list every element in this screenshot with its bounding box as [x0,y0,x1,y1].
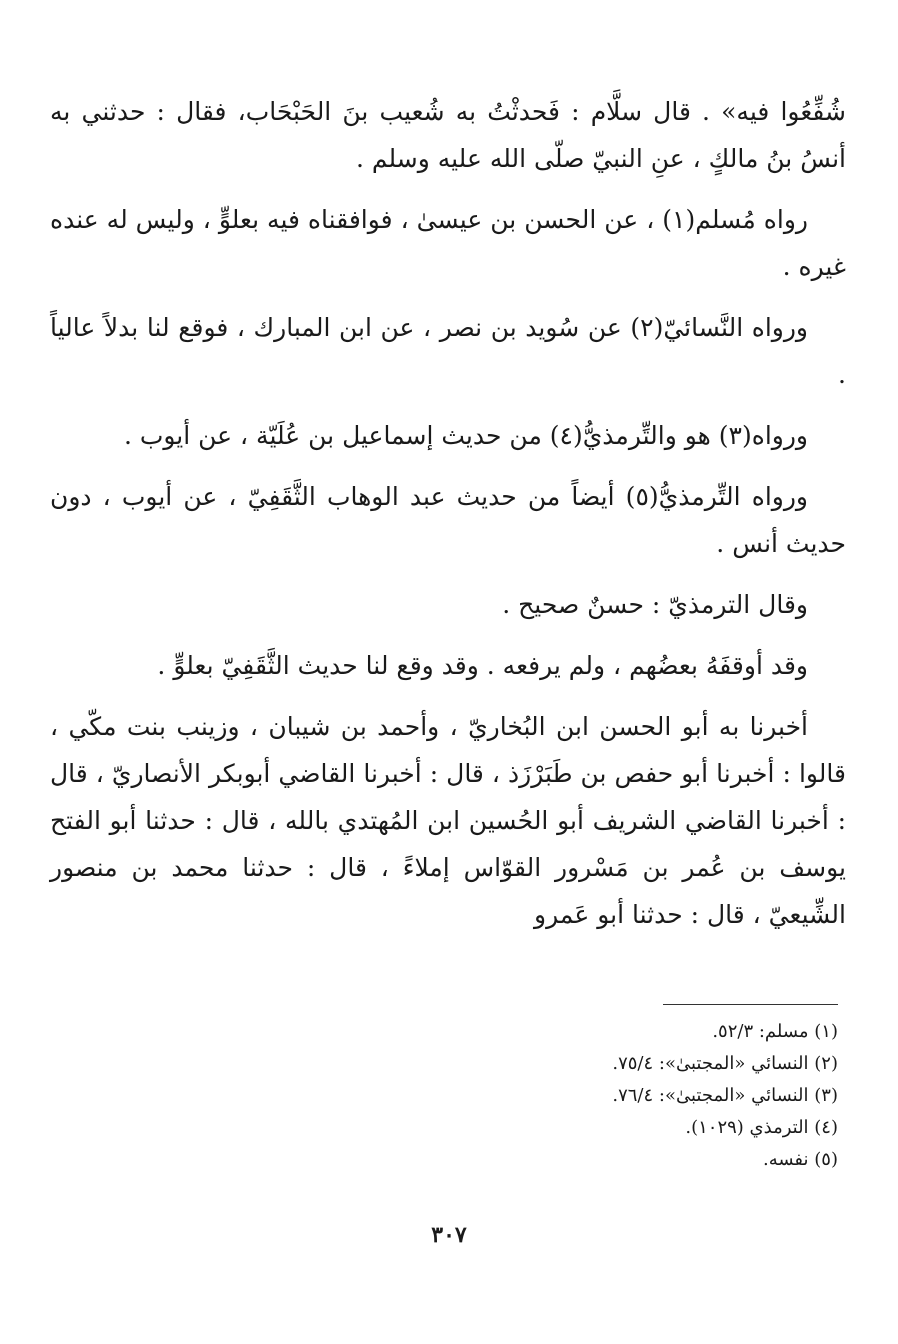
paragraph-2: رواه مُسلم(١) ، عن الحسن بن عيسىٰ ، فوافقناه فيه بعلوٍّ ، وليس له عنده غيره . [50,205,846,281]
page-number: ٣٠٧ [431,1222,467,1248]
footnotes [58,1016,838,1176]
footnote-3: (٣) النسائي «المجتبىٰ»: ٧٦/٤. [612,1085,838,1106]
footnote-5: (٥) نفسه. [763,1149,838,1170]
paragraph-7: وقد أوقفَهُ بعضُهم ، ولم يرفعه . وقد وقع لنا حديث الثَّقَفِيّ بعلوٍّ . [157,651,808,680]
paragraph-4: ورواه(٣) هو والتِّرمذيُّ(٤) من حديث إسماعيل بن عُلَيّة ، عن أيوب . [123,421,808,450]
paragraph-8: أخبرنا به أبو الحسن ابن البُخاريّ ، وأحمد بن شيبان ، وزينب بنت مكّي ، قالوا : أخبرنا أبو حفص بن طَبَرْزَذ ، قال : أخبرنا القاضي أبوبكر الأنصاريّ ، قال : أخبرنا القاضي الشريف أبو الحُسين ابن المُهتدي بالله ، قال : حدثنا أبو الفتح يوسف بن عُمر بن مَسْرور القوّاس إملاءً ، قال : حدثنا محمد بن منصور الشِّيعيّ ، قال : حدثنا أبو عَمرو [50,712,846,929]
footnote-separator [663,1004,838,1005]
paragraph-3: ورواه النَّسائيّ(٢) عن سُويد بن نصر ، عن ابن المبارك ، فوقع لنا بدلاً عالياً . [50,313,846,389]
body-text [50,88,846,952]
paragraph-6: وقال الترمذيّ : حسنٌ صحيح . [502,590,808,619]
paragraph-1: شُفِّعُوا فيه» . قال سلَّام : فَحدثْتُ به شُعيب بنَ الحَبْحَاب، فقال : حدثني به أنسُ بنُ مالكٍ ، عنِ النبيّ صلّى الله عليه وسلم . [50,97,846,173]
footnote-2: (٢) النسائي «المجتبىٰ»: ٧٥/٤. [612,1053,838,1074]
paragraph-5: ورواه التِّرمذيُّ(٥) أيضاً من حديث عبد الوهاب الثَّقَفِيّ ، عن أيوب ، دون حديث أنس . [50,482,846,558]
footnote-1: (١) مسلم: ٥٢/٣. [712,1021,838,1042]
footnote-4: (٤) الترمذي (١٠٢٩). [685,1117,838,1138]
